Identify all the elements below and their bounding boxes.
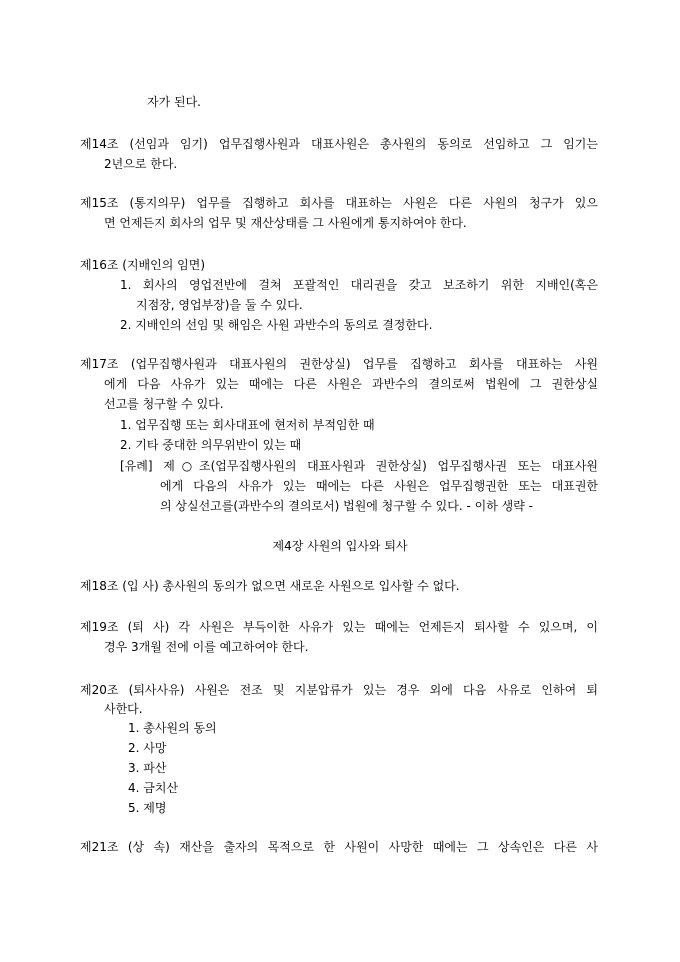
article-20-item: 3. 파산 — [128, 761, 167, 775]
article-18-line-1: 제18조 (입 사) 총사원의 동의가 없으면 새로운 사원으로 입사할 수 없다. — [80, 579, 460, 593]
article-17-note-line-1: [유례] 제○조(업무집행사원의 대표사원과 권한상실) 업무집행사권 또는 대표사원 — [120, 459, 598, 473]
article-17-note-line-3: 의 상실선고를(과반수의 결의로서) 법원에 청구할 수 있다. - 이하 생략 - — [160, 499, 533, 513]
article-21-line-1: 제21조 (상 속) 재산을 출자의 목적으로 한 사원이 사망한 때에는 그 상속인은 다른 사 — [80, 840, 598, 854]
article-20-item: 1. 총사원의 동의 — [128, 721, 217, 735]
article-16-item-1-line-1: 1. 회사의 영업전반에 걸쳐 포괄적인 대리권을 갖고 보조하기 위한 지배인(혹은 — [120, 278, 598, 292]
article-20-item: 5. 제명 — [128, 801, 167, 815]
article-19-line-2: 경우 3개월 전에 이를 예고하여야 한다. — [104, 640, 309, 654]
article-20-line-1: 제20조 (퇴사사유) 사원은 전조 및 지분압류가 있는 경우 외에 다음 사유로 인하여 퇴 — [80, 683, 598, 697]
chapter-4-heading: 제4장 사원의 입사와 퇴사 — [272, 539, 408, 553]
article-14-line-1: 제14조 (선임과 임기) 업무집행사원과 대표사원은 총사원의 동의로 선임하고 그 임기는 — [80, 137, 598, 151]
article-17-item-2: 2. 기타 중대한 의무위반이 있는 때 — [120, 438, 302, 452]
article-17-note-line-2: 에게 다음의 사유가 있는 때에는 다른 사원은 업무집행권한 또는 대표권한 — [160, 479, 598, 493]
article-20-item: 2. 사망 — [128, 741, 167, 755]
article-17-line-3: 선고를 청구할 수 있다. — [104, 397, 224, 411]
article-17-line-2: 에게 다음 사유가 있는 때에는 다른 사원은 과반수의 결의로써 법원에 그 권한상실 — [104, 377, 598, 391]
article-17-line-1: 제17조 (업무집행사원과 대표사원의 권한상실) 업무를 집행하고 회사를 대표하는 사원 — [80, 357, 598, 371]
article-15-line-2: 면 언제든지 회사의 업무 및 재산상태를 그 사원에게 통지하여야 한다. — [104, 216, 467, 230]
article-20-item: 4. 금치산 — [128, 781, 179, 795]
article-16-item-2: 2. 지배인의 선임 및 해임은 사원 과반수의 동의로 결정한다. — [120, 318, 433, 332]
article-14-line-2: 2년으로 한다. — [104, 157, 178, 171]
article-16-heading: 제16조 (지배인의 임면) — [80, 258, 205, 272]
article-16-item-1-line-2: 지점장, 영업부장)을 둘 수 있다. — [136, 298, 303, 312]
article-15-line-1: 제15조 (통지의무) 업무를 집행하고 회사를 대표하는 사원은 다른 사원의 청구가 있으 — [80, 196, 598, 210]
article-17-item-1: 1. 업무집행 또는 회사대표에 현저히 부적임한 때 — [120, 418, 375, 432]
article-19-line-1: 제19조 (퇴 사) 각 사원은 부득이한 사유가 있는 때에는 언제든지 퇴사할 수 있으며, 이 — [80, 620, 598, 634]
carryover-text: 자가 된다. — [147, 95, 201, 109]
article-20-line-2: 사한다. — [104, 702, 143, 716]
